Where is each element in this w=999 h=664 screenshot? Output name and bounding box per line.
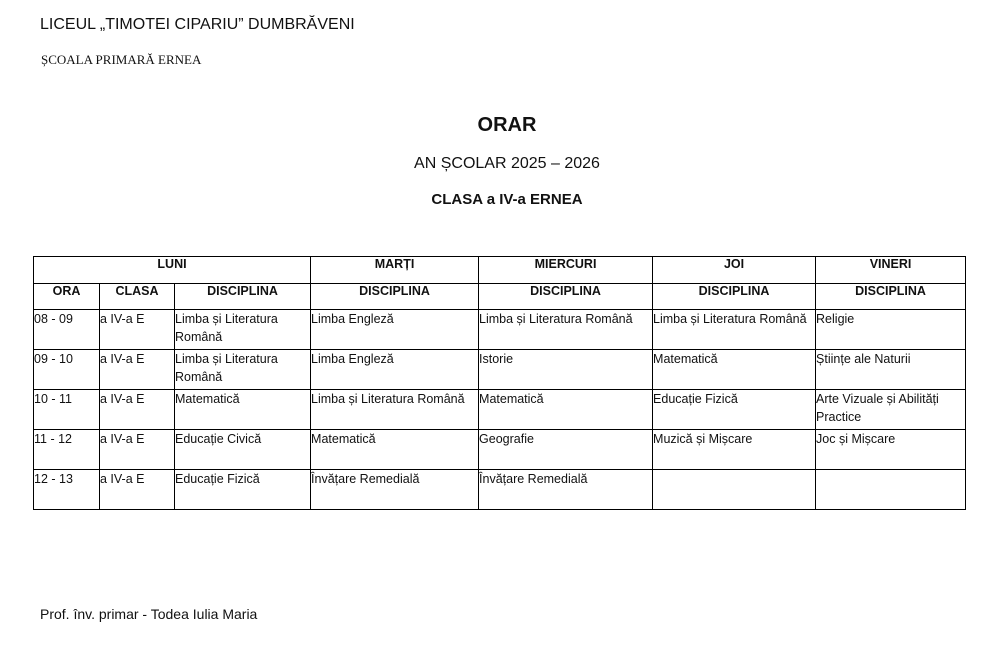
subschool-name: ȘCOALA PRIMARĂ ERNEA [41,52,202,67]
cell-joi: Limba și Literatura Română [653,310,816,350]
cell-miercuri: Limba și Literatura Română [479,310,653,350]
cell-luni: Educație Fizică [175,470,311,510]
cell-joi: Educație Fizică [653,390,816,430]
cell-ora: 12 - 13 [34,470,100,510]
cell-joi: Muzică și Mișcare [653,430,816,470]
class-name: CLASA a IV-a ERNEA [431,191,583,208]
cell-ora: 09 - 10 [34,350,100,390]
school-name: LICEUL „TIMOTEI CIPARIU” DUMBRĂVENI [40,16,355,33]
cell-marti: Limba și Literatura Română [311,390,479,430]
table-row [34,430,966,470]
cell-joi: Matematică [653,350,816,390]
timetable [33,256,966,510]
col-header-ora: ORA [34,284,100,310]
day-header-row [34,257,966,284]
cell-miercuri: Învățare Remedială [479,470,653,510]
school-year: AN ȘCOLAR 2025 – 2026 [414,155,600,172]
cell-clasa: a IV-a E [100,430,175,470]
cell-marti: Matematică [311,430,479,470]
col-header-disciplina: DISCIPLINA [479,284,653,310]
col-header-disciplina: DISCIPLINA [175,284,311,310]
day-header-marti: MARȚI [311,257,479,284]
cell-ora: 10 - 11 [34,390,100,430]
teacher-signature: Prof. înv. primar - Todea Iulia Maria [40,606,258,622]
cell-miercuri: Geografie [479,430,653,470]
cell-marti: Învățare Remedială [311,470,479,510]
table-row [34,390,966,430]
cell-clasa: a IV-a E [100,470,175,510]
day-header-joi: JOI [653,257,816,284]
cell-marti: Limba Engleză [311,310,479,350]
cell-joi [653,470,816,510]
table-row [34,310,966,350]
col-header-disciplina: DISCIPLINA [816,284,966,310]
cell-clasa: a IV-a E [100,350,175,390]
cell-luni: Matematică [175,390,311,430]
cell-miercuri: Istorie [479,350,653,390]
day-header-luni: LUNI [34,257,311,284]
day-header-miercuri: MIERCURI [479,257,653,284]
col-header-disciplina: DISCIPLINA [311,284,479,310]
cell-clasa: a IV-a E [100,390,175,430]
table-row [34,350,966,390]
cell-vineri: Religie [816,310,966,350]
cell-luni: Educație Civică [175,430,311,470]
cell-luni: Limba și Literatura Română [175,310,311,350]
col-header-clasa: CLASA [100,284,175,310]
cell-clasa: a IV-a E [100,310,175,350]
page-title: ORAR [477,114,537,136]
cell-miercuri: Matematică [479,390,653,430]
cell-vineri [816,470,966,510]
cell-ora: 11 - 12 [34,430,100,470]
day-header-vineri: VINERI [816,257,966,284]
cell-marti: Limba Engleză [311,350,479,390]
cell-vineri: Joc și Mișcare [816,430,966,470]
cell-vineri: Științe ale Naturii [816,350,966,390]
col-header-disciplina: DISCIPLINA [653,284,816,310]
cell-luni: Limba și Literatura Română [175,350,311,390]
cell-vineri: Arte Vizuale și Abilități Practice [816,390,966,430]
table-row [34,470,966,510]
column-header-row [34,284,966,310]
cell-ora: 08 - 09 [34,310,100,350]
